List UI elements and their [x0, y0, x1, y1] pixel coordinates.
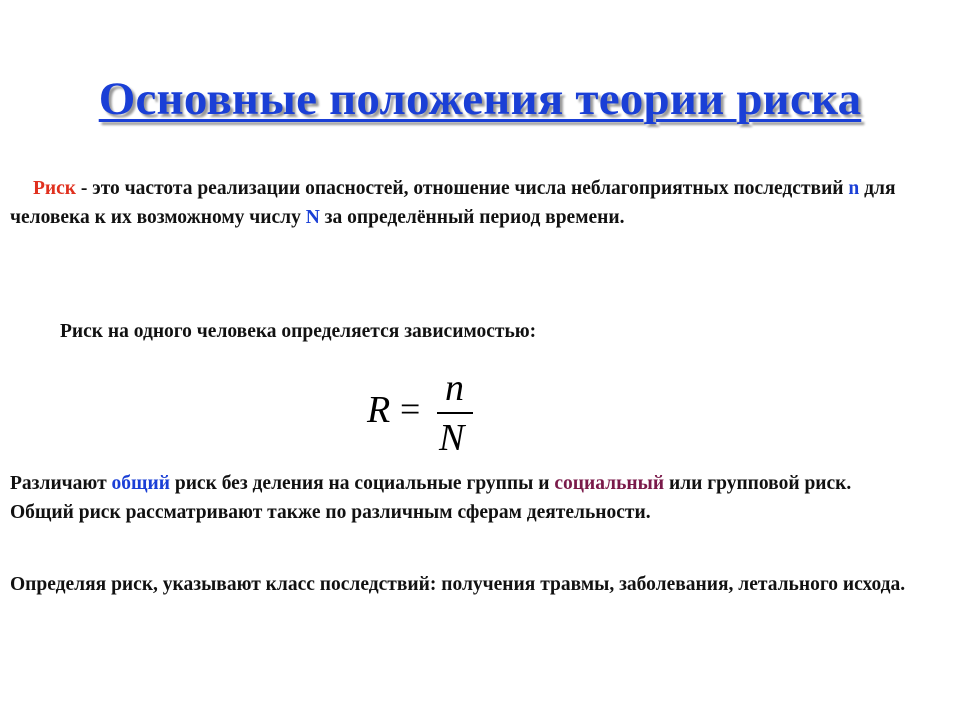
- social-risk-term: социальный: [554, 473, 665, 494]
- risk-types: [10, 470, 915, 527]
- variable-N: N: [305, 206, 320, 228]
- risk-term: Риск: [33, 178, 77, 199]
- risk-definition: [10, 175, 915, 232]
- formula-numerator: n: [445, 367, 464, 409]
- page-title: Основные положения теории риска: [98, 73, 862, 125]
- definition-text-3: за определённый период времени.: [319, 206, 625, 228]
- risk-formula: [365, 368, 485, 460]
- variable-n: n: [848, 178, 860, 199]
- types-text-1: Различают: [10, 473, 112, 494]
- dependency-text: Риск на одного человека определяется зависимостью:: [60, 321, 537, 342]
- formula-lhs: R: [367, 389, 391, 431]
- fraction-bar: [437, 412, 473, 414]
- types-text-3: или групповой риск. Общий риск рассматривают также по различным сферам деятельности.: [10, 473, 852, 523]
- formula-equals: =: [400, 389, 421, 429]
- types-text-2: риск без деления на социальные группы и: [169, 473, 555, 494]
- formula-denominator: N: [439, 417, 465, 459]
- general-risk-term: общий: [111, 473, 170, 494]
- consequences-text: Определяя риск, указывают класс последствий: получения травмы, заболевания, летального исхода.: [10, 574, 906, 595]
- definition-text-2: для человека к их возможному числу: [10, 178, 896, 228]
- definition-text-1: - это частота реализации опасностей, отношение числа неблагоприятных последствий: [76, 178, 849, 199]
